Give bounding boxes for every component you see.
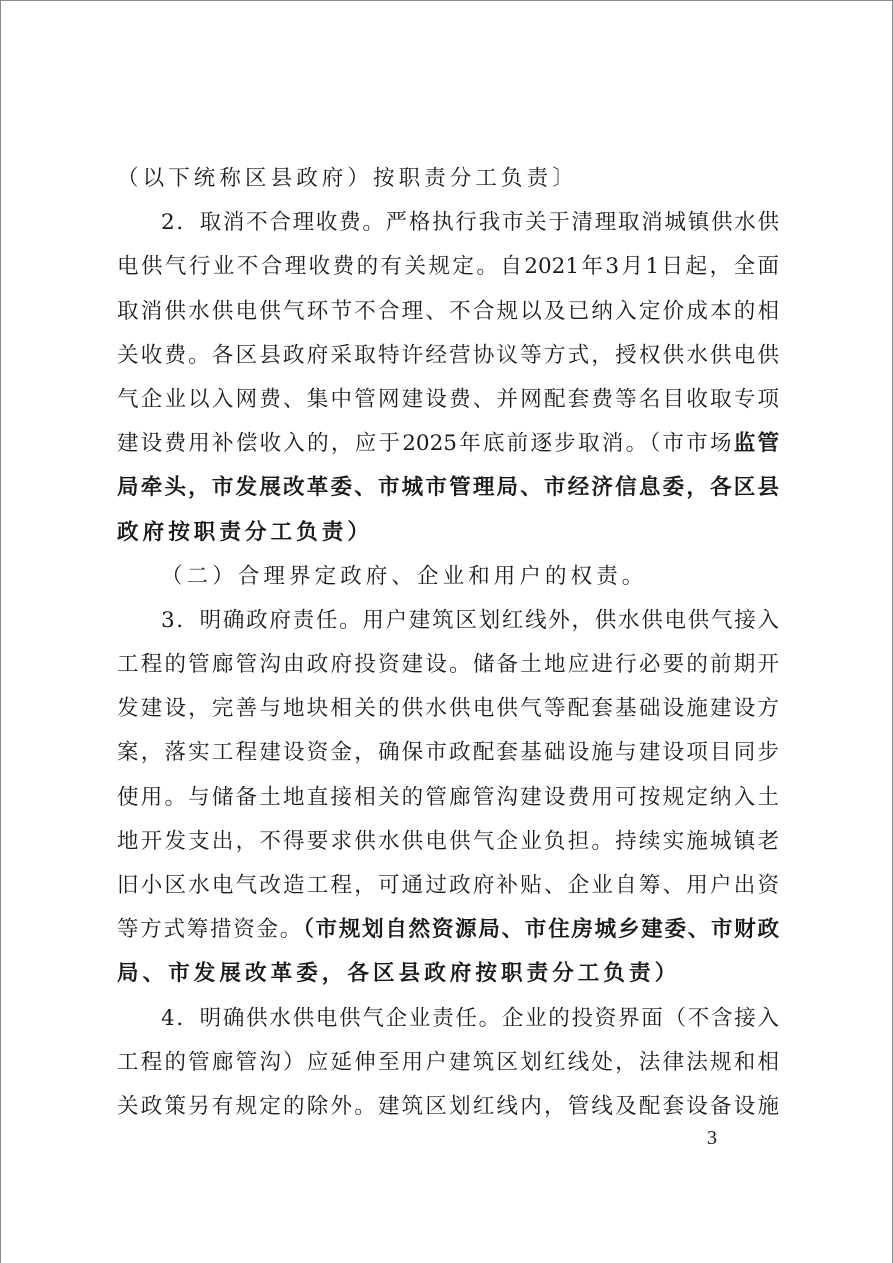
text-line — [117, 555, 779, 599]
responsible-units-text: 局牵头，市发展改革委、市城市管理局、市经济信息委，各区县 — [117, 475, 779, 501]
line-text: 建设费用补偿收入的，应于2025年底前逐步取消。（市市场监管 — [117, 431, 779, 457]
responsible-units-text: 局、市发展改革委，各区县政府按职责分工负责） — [117, 961, 681, 987]
line-text: （二）合理界定政府、企业和用户的权责。 — [161, 563, 648, 589]
line-text: 关收费。各区县政府采取特许经营协议等方式，授权供水供电供 — [117, 342, 779, 368]
line-text: 电供气行业不合理收费的有关规定。自2021年3月1日起，全面 — [117, 254, 779, 280]
text-line — [117, 643, 779, 687]
text-line — [117, 864, 779, 908]
text-line — [117, 201, 779, 245]
document-body — [117, 157, 779, 1129]
line-text: 2．取消不合理收费。严格执行我市关于清理取消城镇供水供 — [161, 210, 779, 236]
text-line — [117, 1041, 779, 1085]
line-text: 地开发支出，不得要求供水供电供气企业负担。持续实施城镇老 — [117, 828, 779, 854]
line-text: 工程的管廊管沟由政府投资建设。储备土地应进行必要的前期开 — [117, 652, 779, 678]
line-text: （以下统称区县政府）按职责分工负责〕 — [117, 166, 578, 191]
text-line — [117, 776, 779, 820]
line-text: 旧小区水电气改造工程，可通过政府补贴、企业自筹、用户出资 — [117, 873, 779, 898]
text-line — [117, 511, 779, 555]
line-text: 气企业以入网费、集中管网建设费、并网配套费等名目收取专项 — [117, 386, 779, 412]
text-line — [117, 997, 779, 1041]
text-line — [117, 599, 779, 643]
text-line — [117, 245, 779, 289]
text-line — [117, 422, 779, 466]
line-text: 案，落实工程建设资金，确保市政配套基础设施与建设项目同步 — [117, 740, 779, 766]
line-text: 发建设，完善与地块相关的供水供电供气等配套基础设施建设方 — [117, 696, 779, 722]
text-line — [117, 731, 779, 775]
responsible-units-text: 政府按职责分工负责） — [117, 519, 374, 545]
text-line — [117, 952, 779, 996]
text-line — [117, 1085, 779, 1129]
text-line — [117, 908, 779, 952]
page-border-top — [0, 0, 893, 1]
line-text: 工程的管廊管沟）应延伸至用户建筑区划红线处，法律法规和相 — [117, 1049, 779, 1075]
page-number: 3 — [707, 1127, 717, 1149]
text-line — [117, 334, 779, 378]
page-border-left — [0, 0, 1, 1263]
line-text: 4．明确供水供电供气企业责任。企业的投资界面（不含接入 — [161, 1005, 779, 1031]
line-text: 关政策另有规定的除外。建筑区划红线内，管线及配套设备设施 — [117, 1093, 779, 1119]
text-line — [117, 466, 779, 510]
line-text: 使用。与储备土地直接相关的管廊管沟建设费用可按规定纳入土 — [117, 784, 779, 810]
text-line — [117, 687, 779, 731]
text-line — [117, 820, 779, 864]
text-line — [117, 378, 779, 422]
text-line — [117, 157, 779, 201]
line-text: 3．明确政府责任。用户建筑区划红线外，供水供电供气接入 — [161, 607, 779, 633]
text-line — [117, 290, 779, 334]
line-text: 等方式筹措资金。（市规划自然资源局、市住房城乡建委、市财政 — [117, 917, 779, 943]
line-text: 取消供水供电供气环节不合理、不合规以及已纳入定价成本的相 — [117, 298, 779, 324]
